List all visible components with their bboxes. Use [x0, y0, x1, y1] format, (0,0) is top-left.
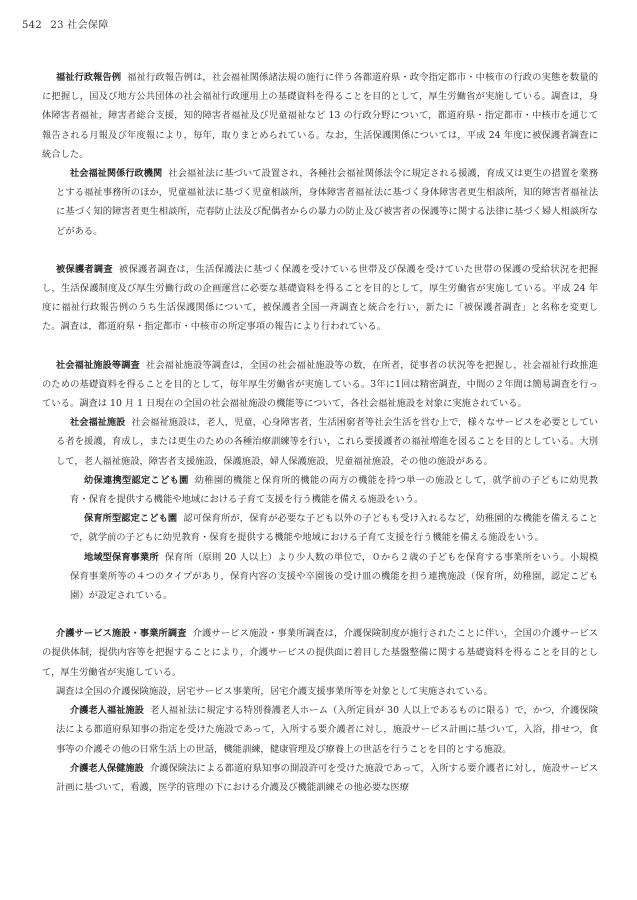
entry-e2	[42, 164, 598, 241]
entry-term: 地域型保育事業所	[84, 551, 159, 563]
body-text	[42, 68, 598, 797]
entry-term: 社会福祉施設等調査	[56, 359, 140, 371]
entry-e5	[42, 413, 598, 471]
entry-text: 保育所（原則 20 人以上）より少人数の単位で，０から２歳の子どもを保育する事業所をいう。小規模保育事業所等の４つのタイプがあり，保育内容の支援や卒園後の受け皿の機能を担う連携施設（保育所，幼稚園，認定こども園）が設定されている。	[70, 551, 599, 602]
entry-term: 介護老人福祉施設	[70, 705, 145, 717]
entry-term: 社会福祉施設	[70, 417, 126, 429]
entry-term: 幼保連携型認定こども園	[84, 474, 189, 486]
entry-e10	[42, 682, 598, 701]
entry-text: 社会福祉施設は，老人，児童，心身障害者，生活困窮者等社会生活を営む上で，様々なサービスを必要としている者を援護，育成し，または更生のための各種治療訓練等を行い，これら要援護者の福祉増進を図ることを目的としている。大別して，老人福祉施設，障害者支援施設，保護施設，婦人保護施設，児童福祉施設，その他の施設がある。	[56, 417, 598, 467]
entry-text: 老人福祉法に規定する特別養護老人ホーム（入所定員が 30 人以上であるものに限る）で，かつ，介護保険法による都道府県知事の指定を受けた施設であって，入所する要介護者に対し，施設サービス計画に基づいて，入浴，排せつ，食事等の介護その他の日常生活上の世話，機能訓練，健康管理及び療養上の世話を行うことを目的とする施設。	[56, 705, 599, 755]
entry-term: 福祉行政報告例	[56, 72, 122, 83]
entry-text: 幼稚園的機能と保育所的機能の両方の機能を持つ単一の施設として，就学前の子どもに幼児教育・保育を提供する機能や地域における子育て支援を行う機能を備える施設をいう。	[70, 474, 598, 506]
entry-e3	[42, 260, 598, 337]
entry-term: 保育所型認定こども園	[84, 513, 178, 525]
entry-e9	[42, 624, 598, 682]
section-gap	[42, 337, 598, 356]
running-header	[22, 16, 109, 31]
chapter-title: 23 社会保障	[50, 20, 109, 31]
entry-text: 調査は全国の介護保険施設，居宅サービス事業所，居宅介護支援事業所等を対象として実施されている。	[56, 685, 493, 697]
entry-e1	[42, 68, 598, 164]
entry-e6	[42, 471, 598, 509]
entry-text: 認可保育所が，保育が必要な子ども以外の子どもも受け入れるなど，幼稚園的な機能を備えることで，就学前の子どもに幼児教育・保育を提供する機能や地域における子育て支援を行う機能を備える施設をいう。	[70, 513, 598, 544]
entry-text: 介護サービス施設・事業所調査は，介護保険制度が施行されたことに伴い，全国の介護サービスの提供体制，提供内容等を把握することにより，介護サービスの提供面に着目した基盤整備に関する基礎資料を得ることを目的として，厚生労働省が実施している。	[42, 628, 598, 678]
entry-term: 介護老人保健施設	[70, 762, 144, 774]
entry-term: 被保護者調査	[56, 263, 113, 275]
page-number: 542	[22, 20, 42, 31]
entry-e4	[42, 356, 598, 414]
section-gap	[42, 241, 598, 260]
entry-e11	[42, 701, 598, 759]
entry-e8	[42, 548, 598, 606]
entry-term: 社会福祉関係行政機関	[70, 168, 163, 180]
entry-text: 介護保険法による都道府県知事の開設許可を受けた施設であって，入所する要介護者に対し，施設サービス計画に基づいて，看護，医学的管理の下における介護及び機能訓練その他必要な医療	[56, 762, 598, 793]
entry-text: 被保護者調査は，生活保護法に基づく保護を受けている世帯及び保護を受けていた世帯の保護の受給状況を把握し，生活保護制度及び厚生労働行政の企画運営に必要な基礎資料を得ることを目的として，厚生労働省が実施している。平成 24 年度に福祉行政報告例のうち生活保護関係について，被保護者全国一斉調査と統合を行い，新たに「被保護者調査」と名称を変更した。調査は，都道府県・指定都市・中核市の所定事項の報告により行われている。	[42, 263, 598, 333]
section-gap	[42, 605, 598, 624]
entry-e12	[42, 759, 598, 797]
entry-text: 福祉行政報告例は，社会福祉関係諸法規の施行に伴う各都道府県・政令指定都市・中核市の行政の実態を数量的に把握し，国及び地方公共団体の社会福祉行政運用上の基礎資料を得ることを目的として，厚生労働省が実施している。調査は，身体障害者福祉，障害者総合支援，知的障害者福祉及び児童福祉など 13 の行政分野について，都道府県・指定都市・中核市を通じて報告される月報及び年度報により，毎年，取りまとめられている。なお，生活保護関係については，平成 24 年度に被保護者調査に統合した。	[42, 72, 598, 160]
entry-term: 介護サービス施設・事業所調査	[56, 628, 187, 640]
entry-text: 社会福祉施設等調査は，全国の社会福祉施設等の数，在所者，従事者の状況等を把握し，社会福祉行政推進のための基礎資料を得ることを目的として，毎年厚生労働省が実施している。3年に1回は精密調査，中間の２年間は簡易調査を行っている。調査は 10 月 1 日現在の全国の社会福祉施設の機能等について，各社会福祉施設を対象に実施されている。	[42, 359, 598, 410]
entry-e7	[42, 509, 598, 547]
entry-text: 社会福祉法に基づいて設置され，各種社会福祉関係法令に規定される援護，育成又は更生の措置を業務とする福祉事務所のほか，児童福祉法に基づく児童相談所，身体障害者福祉法に基づく身体障害者更生相談所，知的障害者福祉法に基づく知的障害者更生相談所，売春防止法及び配偶者からの暴力の防止及び被害者の保護等に関する法律に基づく婦人相談所などがある。	[56, 168, 599, 237]
